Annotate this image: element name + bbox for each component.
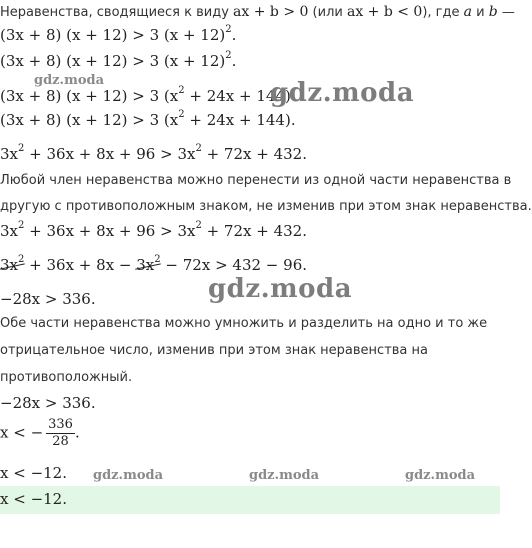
equation-4-exponent: 2	[178, 109, 185, 120]
equation-7-part-b: + 36x + 8x −	[24, 256, 137, 274]
equation-6	[0, 222, 307, 240]
equation-5-part-c: + 72x + 432.	[201, 145, 307, 163]
intro-or: (или	[308, 5, 347, 20]
intro-label: Неравенства, сводящиеся к виду	[0, 5, 234, 20]
intro-form-1: ax + b > 0	[233, 4, 309, 20]
fraction-denominator: 28	[52, 434, 69, 449]
rule-multiply-text-cont: отрицательное число, изменив при этом знак неравенства на	[0, 343, 428, 358]
watermark-logo: gdz.moda	[34, 73, 105, 88]
intro-and: и	[472, 5, 489, 20]
struck-term-1	[0, 256, 24, 274]
struck-term-2-base: 3x	[136, 256, 155, 274]
struck-term-1-base: 3x	[0, 256, 19, 274]
fraction	[46, 418, 75, 449]
intro-a: a	[463, 4, 472, 20]
rule-multiply-text-end: противоположный.	[0, 370, 133, 385]
equation-7	[0, 256, 307, 274]
equation-6-exponent-2: 2	[195, 220, 202, 231]
equation-11: x < −12.	[0, 464, 67, 482]
watermark-logo: gdz.moda	[405, 468, 476, 483]
equation-4	[0, 111, 296, 129]
equation-10-lhs: x < −	[0, 423, 44, 442]
equation-6-exponent-1: 2	[18, 220, 25, 231]
equation-1-end: .	[231, 26, 237, 44]
equation-5-part-b: + 36x + 8x + 96 > 3x	[24, 145, 196, 163]
equation-6-part-b: + 36x + 8x + 96 > 3x	[24, 222, 196, 240]
rule-transfer-text-cont: другую с противоположным знаком, не изменив при этом знак неравенства.	[0, 199, 532, 214]
watermark-logo: gdz.moda	[249, 468, 320, 483]
equation-3	[0, 87, 291, 105]
rule-multiply-text: Обе части неравенства можно умножить и разделить на одно и то же	[0, 316, 488, 331]
equation-5	[0, 145, 307, 163]
equation-4-part-b: + 24x + 144).	[184, 111, 296, 129]
equation-8: −28x > 336.	[0, 290, 96, 308]
equation-2-end: .	[231, 52, 237, 70]
equation-3-part-a: (3x + 8) (x + 12) > 3 (x	[0, 87, 179, 105]
equation-1-body: (3x + 8) (x + 12) > 3 (x + 12)	[0, 26, 226, 44]
intro-dash: —	[497, 5, 515, 20]
intro-tail: ), где	[422, 5, 464, 20]
equation-6-part-c: + 72x + 432.	[201, 222, 307, 240]
equation-2	[0, 52, 236, 70]
struck-term-2-exponent: 2	[154, 254, 161, 265]
equation-1-exponent: 2	[225, 24, 232, 35]
equation-1	[0, 26, 236, 44]
watermark-logo: gdz.moda	[208, 274, 353, 304]
watermark-logo: gdz.moda	[270, 78, 415, 108]
equation-2-exponent: 2	[225, 50, 232, 61]
equation-6-part-a: 3x	[0, 222, 19, 240]
equation-7-part-c: − 72x > 432 − 96.	[160, 256, 308, 274]
equation-5-exponent-2: 2	[195, 143, 202, 154]
intro-text	[0, 4, 515, 20]
equation-9: −28x > 336.	[0, 394, 96, 412]
equation-3-exponent: 2	[178, 85, 185, 96]
rule-transfer-text: Любой член неравенства можно перенести из одной части неравенства в	[0, 173, 512, 188]
answer-equation: x < −12.	[0, 490, 67, 508]
equation-10	[0, 418, 80, 449]
equation-5-part-a: 3x	[0, 145, 19, 163]
equation-10-end: .	[74, 423, 80, 442]
equation-2-body: (3x + 8) (x + 12) > 3 (x + 12)	[0, 52, 226, 70]
equation-3-part-b: + 24x + 144)	[184, 87, 291, 105]
answer-highlight	[0, 486, 500, 514]
struck-term-2	[136, 256, 160, 274]
equation-4-part-a: (3x + 8) (x + 12) > 3 (x	[0, 111, 179, 129]
intro-b: b	[488, 4, 498, 20]
struck-term-1-exponent: 2	[18, 254, 25, 265]
fraction-numerator: 336	[48, 417, 73, 432]
equation-5-exponent-1: 2	[18, 143, 25, 154]
watermark-logo: gdz.moda	[93, 468, 164, 483]
intro-form-2: ax + b < 0	[346, 4, 423, 20]
